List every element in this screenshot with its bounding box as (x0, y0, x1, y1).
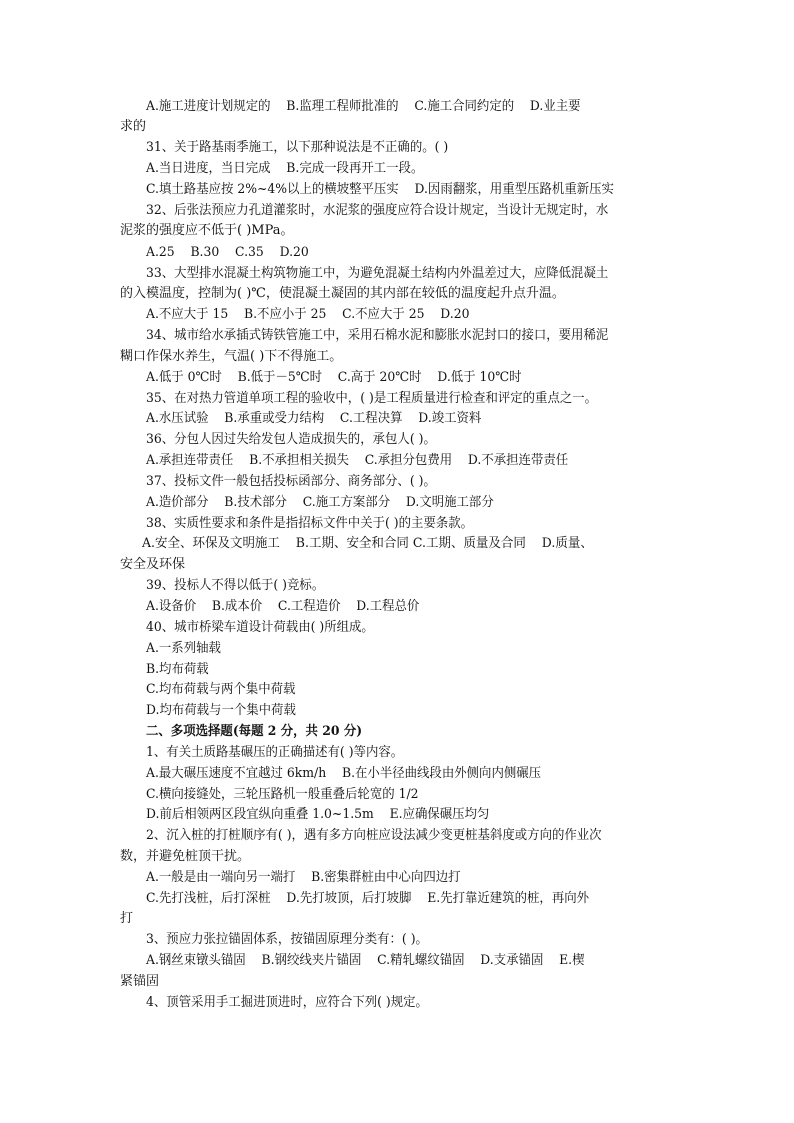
option-line: A.造价部分 B.技术部分 C.施工方案部分 D.文明施工部分 (146, 495, 494, 510)
text-line: 紧锚固 (120, 974, 160, 989)
question-32: 32、后张法预应力孔道灌浆时，水泥浆的强度应符合设计规定，当设计无规定时，水 (146, 203, 609, 218)
option-line: A.低于 0℃时 B.低于－5℃时 C.高于 20℃时 D.低于 10℃时 (146, 370, 522, 385)
question-37: 37、投标文件一般包括投标函部分、商务部分、( )。 (146, 474, 436, 489)
option-line: C.横向接缝处，三轮压路机一般重叠后轮宽的 1/2 (146, 787, 419, 802)
question-35: 35、在对热力管道单项工程的验收中，( )是工程质量进行检查和评定的重点之一。 (146, 391, 598, 406)
option-line: D.均布荷载与一个集中荷载 (146, 703, 296, 718)
option-line: B.均布荷载 (146, 662, 209, 677)
option-line: A.不应大于 15 B.不应小于 25 C.不应大于 25 D.20 (146, 307, 470, 322)
text-line: 糊口作保水养生，气温( )下不得施工。 (120, 349, 343, 364)
option-line: A.一般是由一端向另一端打 B.密集群桩由中心向四边打 (146, 870, 461, 885)
question-40: 40、城市桥梁车道设计荷载由( )所组成。 (146, 620, 374, 635)
option-line: A.安全、环保及文明施工 B.工期、安全和合同 C.工期、质量及合同 D.质量、 (142, 536, 593, 551)
question-m4: 4、顶管采用手工掘进顶进时，应符合下列( )规定。 (146, 995, 428, 1010)
option-line: C.先打浅桩，后打深桩 D.先打坡顶，后打坡脚 E.先打靠近建筑的桩，再向外 (146, 891, 590, 906)
option-line: A.水压试验 B.承重或受力结构 C.工程决算 D.竣工资料 (146, 411, 482, 426)
question-33: 33、大型排水混凝土构筑物施工中，为避免混凝土结构内外温差过大，应降低混凝土 (146, 266, 609, 281)
text-line: 数，并避免桩顶干扰。 (120, 849, 251, 864)
text-line: 打 (120, 911, 134, 926)
question-34: 34、城市给水承插式铸铁管施工中，采用石棉水泥和膨胀水泥封口的接口，要用稀泥 (146, 328, 609, 343)
question-39: 39、投标人不得以低于( )竞标。 (146, 578, 325, 593)
option-line: A.施工进度计划规定的 B.监理工程师批准的 C.施工合同约定的 D.业主要 (146, 99, 581, 114)
option-line: A.最大碾压速度不宜越过 6km/h B.在小半径曲线段由外侧向内侧碾压 (146, 766, 542, 781)
question-36: 36、分包人因过失给发包人造成损失的，承包人( )。 (146, 432, 436, 447)
question-31: 31、关于路基雨季施工，以下那种说法是不正确的。( ) (146, 140, 449, 155)
option-line: A.承担连带责任 B.不承担相关损失 C.承担分包费用 D.不承担连带责任 (146, 453, 569, 468)
option-line: A.一系列轴载 (146, 641, 221, 656)
option-line: A.当日进度，当日完成 B.完成一段再开工一段。 (146, 161, 424, 176)
question-m3: 3、预应力张拉锚固体系，按锚固原理分类有：( )。 (146, 932, 428, 947)
text-line: 的入模温度，控制为( )℃，使混凝土凝固的其内部在较低的温度起升点升温。 (120, 286, 565, 301)
question-m1: 1、有关土质路基碾压的正确描述有( )等内容。 (146, 745, 404, 760)
question-38: 38、实质性要求和条件是指招标文件中关于( )的主要条款。 (146, 516, 474, 531)
question-m2: 2、沉入桩的打桩顺序有( )，遇有多方向桩应设法减少变更桩基斜度或方向的作业次 (146, 828, 602, 843)
option-line: A.钢丝束镦头锚固 B.钢绞线夹片锚固 C.精轧螺纹锚固 D.支承锚固 E.楔 (146, 953, 585, 968)
option-line: D.前后相领两区段宜纵向重叠 1.0~1.5m E.应确保碾压均匀 (146, 807, 490, 822)
text-line: 泥浆的强度应不低于( )MPa。 (120, 223, 294, 238)
option-line: C.填土路基应按 2%~4%以上的横坡整平压实 D.因雨翻浆，用重型压路机重新压实 (146, 182, 614, 197)
text-line: 安全及环保 (120, 557, 186, 572)
option-line: C.均布荷载与两个集中荷载 (146, 682, 296, 697)
text-line: 求的 (120, 119, 147, 134)
section-heading: 二、多项选择题(每题 2 分，共 20 分) (146, 724, 363, 739)
option-line: A.设备价 B.成本价 C.工程造价 D.工程总价 (146, 599, 420, 614)
option-line: A.25 B.30 C.35 D.20 (146, 245, 309, 260)
